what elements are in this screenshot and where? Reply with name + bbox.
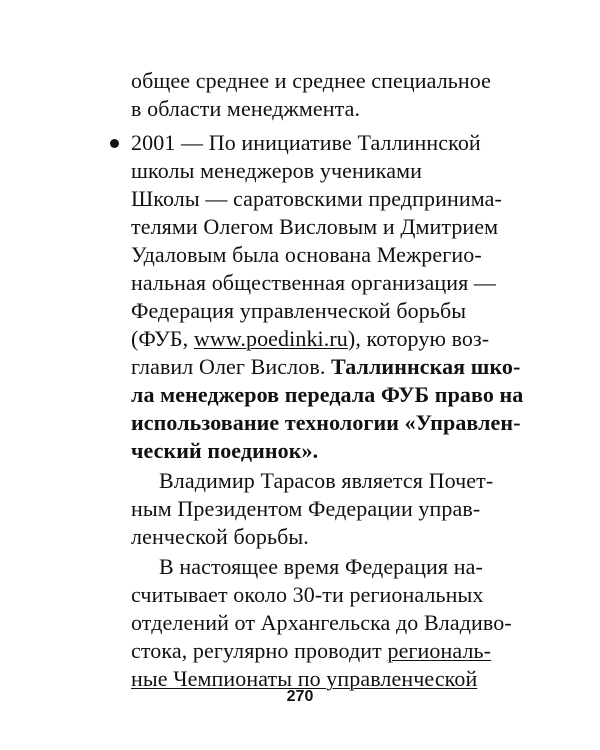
text-line: нальная общественная организация — xyxy=(131,270,497,295)
poedinki-link[interactable]: www.poedinki.ru xyxy=(193,326,348,351)
text-line: ленческой борьбы. xyxy=(131,524,309,549)
text-line: ным Президентом Федерации управ- xyxy=(131,496,481,521)
bold-text-line: использование технологии «Управлен- xyxy=(131,410,521,435)
bold-text-line: ла менеджеров передала ФУБ право на xyxy=(131,382,524,407)
championships-link-part[interactable]: региональ- xyxy=(387,638,492,663)
text-line: в области менеджмента. xyxy=(131,96,361,121)
text-line: считывает около 30-ти региональных xyxy=(131,582,484,607)
bullet-icon xyxy=(110,139,119,148)
text-line: Федерация управленческой борьбы xyxy=(131,298,467,323)
text-line: Школы — саратовскими предпринима- xyxy=(131,186,502,211)
text-fragment: стока, регулярно проводит xyxy=(131,638,388,663)
text-line: общее среднее и среднее специальное xyxy=(131,68,492,93)
text-line-with-link xyxy=(131,636,491,666)
text-fragment: ), которую воз- xyxy=(347,326,490,351)
text-line: телями Олегом Висловым и Дмитрием xyxy=(131,214,499,239)
bold-text-line: ческий поединок». xyxy=(131,438,319,463)
bold-text-fragment: Таллиннская шко- xyxy=(331,354,521,379)
text-line: Удаловым была основана Межрегио- xyxy=(131,242,482,267)
text-line: школы менеджеров учениками xyxy=(131,158,422,183)
text-line-with-bold xyxy=(131,352,520,382)
championships-link-line[interactable]: ные Чемпионаты по управленческой xyxy=(131,666,478,691)
paragraph-start-line: В настоящее время Федерация на- xyxy=(159,554,483,579)
text-fragment: главил Олег Вислов. xyxy=(131,354,332,379)
paragraph-start-line: Владимир Тарасов является Почет- xyxy=(159,468,494,493)
text-line-with-link xyxy=(131,324,489,354)
text-fragment: (ФУБ, xyxy=(131,326,194,351)
page-number: 270 xyxy=(286,688,314,705)
text-line: отделений от Архангельска до Владиво- xyxy=(131,610,512,635)
text-line: 2001 — По инициативе Таллиннской xyxy=(131,130,481,155)
